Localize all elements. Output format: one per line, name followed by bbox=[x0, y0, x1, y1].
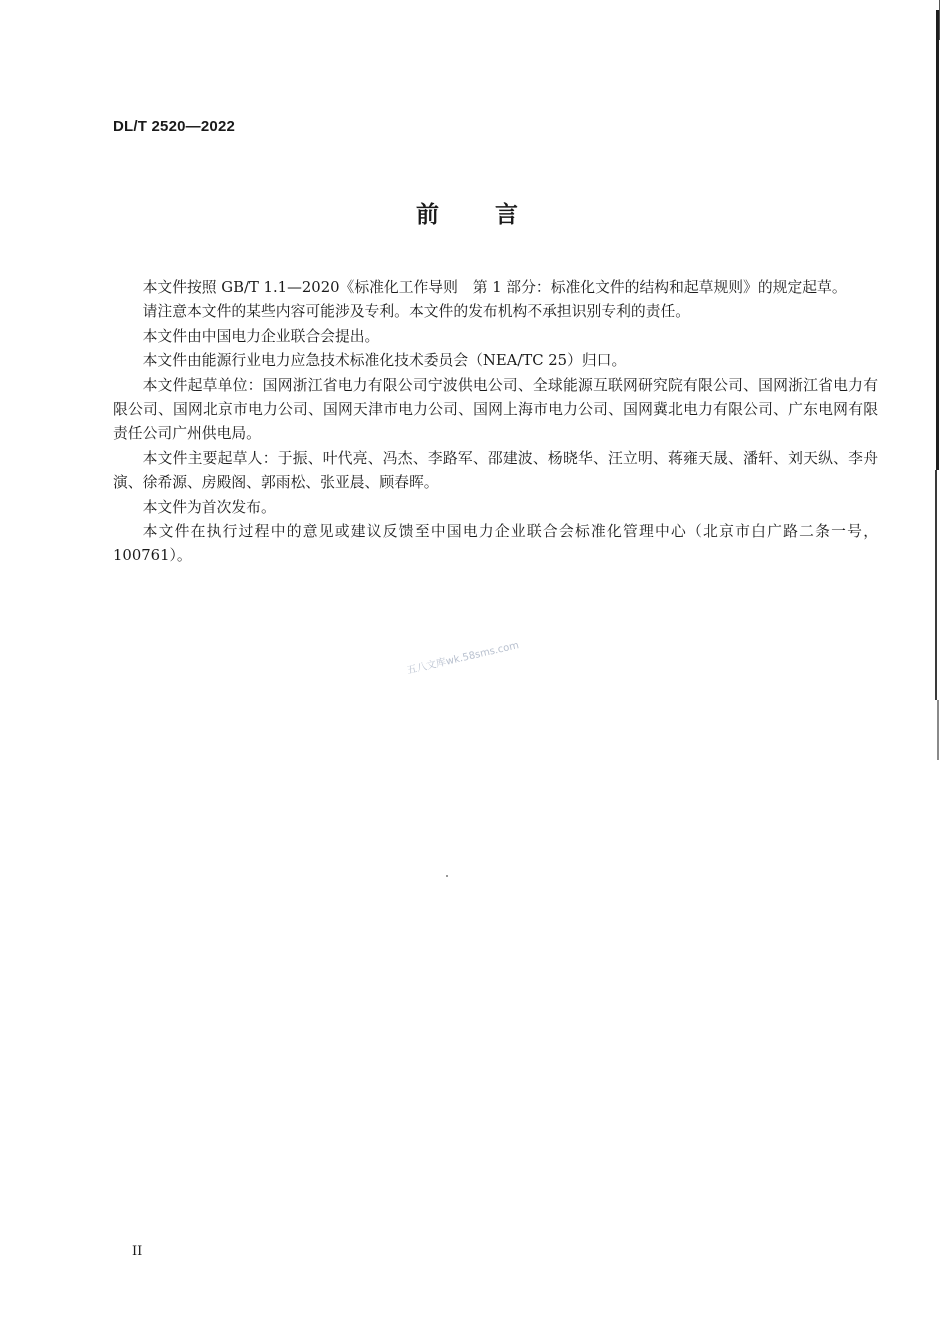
paragraph-drafters: 本文件主要起草人：于振、叶代亮、冯杰、李路军、邵建波、杨晓华、汪立明、蒋雍天晟、潘轩、刘天纵、李舟演、徐希源、房殿阁、郭雨松、张亚晨、顾春晖。 bbox=[113, 449, 878, 492]
paragraph-patent-notice: 请注意本文件的某些内容可能涉及专利。本文件的发布机构不承担识别专利的责任。 bbox=[142, 303, 691, 321]
paragraph-drafting-rules: 本文件按照 GB/T 1.1—2020《标准化工作导则 第 1 部分：标准化文件的结构和起草规则》的规定起草。 bbox=[142, 279, 847, 296]
paragraph-drafting-units: 本文件起草单位：国网浙江省电力有限公司宁波供电公司、全球能源互联网研究院有限公司、国网浙江省电力有限公司、国网北京市电力公司、国网天津市电力公司、国网上海市电力公司、国网冀北电力有限公司、广东电网有限责任公司广州供电局。 bbox=[113, 376, 878, 443]
foreword-body bbox=[113, 276, 878, 569]
paragraph-feedback: 本文件在执行过程中的意见或建议反馈至中国电力企业联合会标准化管理中心（北京市白广路二条一号，100761）。 bbox=[113, 523, 878, 565]
paragraph-proposer: 本文件由中国电力企业联合会提出。 bbox=[142, 327, 380, 345]
page-number: II bbox=[132, 1244, 143, 1259]
paragraph-first-release: 本文件为首次发布。 bbox=[142, 498, 276, 516]
watermark: 五八文库wk.58sms.com bbox=[405, 640, 521, 677]
paragraph-technical-committee: 本文件由能源行业电力应急技术标准化技术委员会（NEA/TC 25）归口。 bbox=[142, 352, 627, 370]
page-title: 前言 bbox=[416, 202, 574, 228]
scan-speck bbox=[446, 875, 448, 877]
document-code: DL/T 2520—2022 bbox=[113, 118, 236, 135]
